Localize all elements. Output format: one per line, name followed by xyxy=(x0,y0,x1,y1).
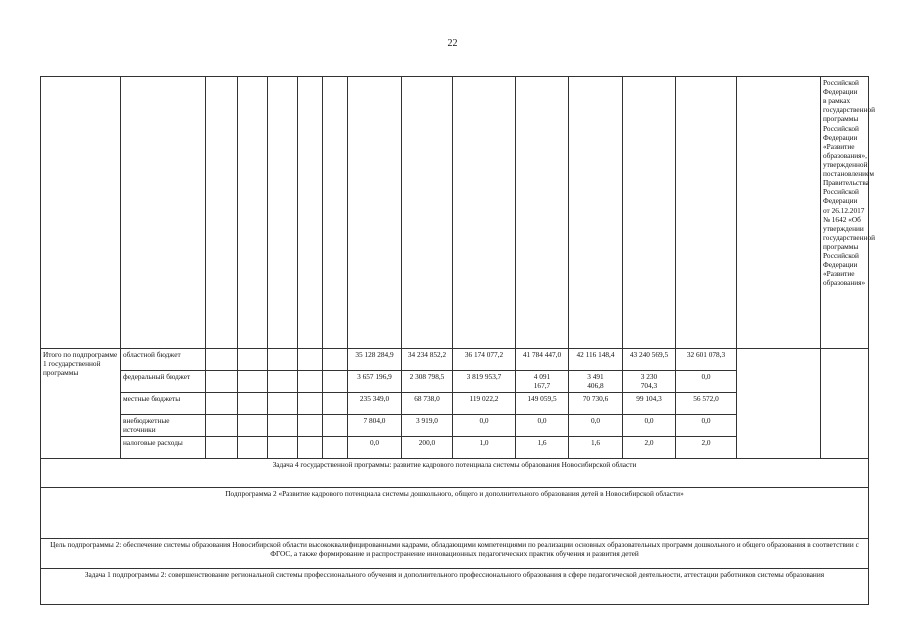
value-cell: 1,0 xyxy=(453,437,516,459)
cell xyxy=(206,393,238,415)
cell xyxy=(737,77,821,349)
goal2-row xyxy=(41,539,869,569)
cell xyxy=(268,77,298,349)
continuation-row xyxy=(41,77,869,349)
program-table xyxy=(40,76,876,605)
value-cell: 3 819 953,7 xyxy=(453,371,516,393)
value-cell: 0,0 xyxy=(676,371,737,393)
subprogram2-row xyxy=(41,488,869,539)
cell xyxy=(206,437,238,459)
value-cell: 0,0 xyxy=(623,415,676,437)
cell xyxy=(348,77,402,349)
cell xyxy=(516,77,569,349)
cell xyxy=(623,77,676,349)
summary-label: Итого по подпрограмме 1 государственной программы xyxy=(41,349,121,459)
value-cell: 70 730,6 xyxy=(569,393,623,415)
value-cell: 3 230 704,3 xyxy=(623,371,676,393)
value-cell: 3 657 196,9 xyxy=(348,371,402,393)
value-cell: 200,0 xyxy=(402,437,453,459)
cell xyxy=(323,77,348,349)
value-cell: 2,0 xyxy=(623,437,676,459)
cell xyxy=(323,349,348,371)
value-cell: 32 601 078,3 xyxy=(676,349,737,371)
cell xyxy=(238,437,268,459)
value-cell: 34 234 852,2 xyxy=(402,349,453,371)
cell xyxy=(821,349,869,459)
value-cell: 42 116 148,4 xyxy=(569,349,623,371)
cell xyxy=(323,393,348,415)
value-cell: 3 491 406,8 xyxy=(569,371,623,393)
value-cell: 4 091 167,7 xyxy=(516,371,569,393)
cell xyxy=(453,77,516,349)
value-cell: 99 104,3 xyxy=(623,393,676,415)
cell xyxy=(298,393,323,415)
cell xyxy=(268,393,298,415)
cell xyxy=(238,77,268,349)
cell xyxy=(121,77,206,349)
cell xyxy=(268,415,298,437)
cell xyxy=(206,349,238,371)
value-cell: 0,0 xyxy=(676,415,737,437)
value-cell: 43 240 569,5 xyxy=(623,349,676,371)
cell xyxy=(569,77,623,349)
value-cell: 56 572,0 xyxy=(676,393,737,415)
value-cell: 7 804,0 xyxy=(348,415,402,437)
page-number: 22 xyxy=(447,38,458,49)
value-cell: 149 059,5 xyxy=(516,393,569,415)
value-cell: 41 784 447,0 xyxy=(516,349,569,371)
cell xyxy=(238,415,268,437)
cell xyxy=(298,415,323,437)
task1-sub2-text: Задача 1 подпрограммы 2: совершенствование региональной системы профессионального обучения и дополнительного профессионального образования в сфере педагогической деятельности, аттестации работников системы образования xyxy=(41,569,869,605)
cell xyxy=(268,349,298,371)
value-cell: 235 349,0 xyxy=(348,393,402,415)
cell xyxy=(298,349,323,371)
value-cell: 35 128 284,9 xyxy=(348,349,402,371)
value-cell: 0,0 xyxy=(453,415,516,437)
value-cell: 36 174 077,2 xyxy=(453,349,516,371)
cell xyxy=(238,371,268,393)
cell xyxy=(323,371,348,393)
cell xyxy=(298,371,323,393)
cell xyxy=(323,437,348,459)
cell xyxy=(41,77,121,349)
cell xyxy=(206,77,238,349)
cell xyxy=(402,77,453,349)
cell xyxy=(737,349,821,459)
cell xyxy=(206,415,238,437)
cell xyxy=(298,77,323,349)
note-text: Российской Федерации в рамках государственной программы Российской Федерации «Развитие образования», утвержденной постановлением Правительства Российской Федерации от 26.12.2017 № 1642 «Об утверждении государственной программы Российской Федерации «Развитие образования» xyxy=(821,77,869,349)
goal2-text: Цель подпрограммы 2: обеспечение системы образования Новосибирской области высококвалифицированными кадрами, обладающими компетенциями по реализации основных образовательных программ дошкольного и общего образования в соответствии с ФГОС, а также формирование и распространение инновационных педагогических практик обучения и развития детей xyxy=(41,539,869,569)
cell xyxy=(206,371,238,393)
value-cell: 3 919,0 xyxy=(402,415,453,437)
value-cell: 0,0 xyxy=(569,415,623,437)
subprogram2-heading: Подпрограмма 2 «Развитие кадрового потенциала системы дошкольного, общего и дополнительного образования детей в Новосибирской области» xyxy=(41,488,869,539)
value-cell: 2,0 xyxy=(676,437,737,459)
cell xyxy=(238,349,268,371)
value-cell: 119 022,2 xyxy=(453,393,516,415)
source-label: местные бюджеты xyxy=(121,393,206,415)
value-cell: 0,0 xyxy=(348,437,402,459)
task4-heading: Задача 4 государственной программы: развитие кадрового потенциала системы образования Новосибирской области xyxy=(41,459,869,488)
cell xyxy=(268,437,298,459)
cell xyxy=(676,77,737,349)
task4-row xyxy=(41,459,869,488)
task1-sub2-row xyxy=(41,569,869,605)
source-label: федеральный бюджет xyxy=(121,371,206,393)
source-label: налоговые расходы xyxy=(121,437,206,459)
cell xyxy=(323,415,348,437)
cell xyxy=(238,393,268,415)
summary-row-regional xyxy=(41,349,869,371)
value-cell: 1,6 xyxy=(516,437,569,459)
value-cell: 2 308 798,5 xyxy=(402,371,453,393)
cell xyxy=(268,371,298,393)
source-label: областной бюджет xyxy=(121,349,206,371)
value-cell: 68 738,0 xyxy=(402,393,453,415)
value-cell: 1,6 xyxy=(569,437,623,459)
value-cell: 0,0 xyxy=(516,415,569,437)
source-label: внебюджетные источники xyxy=(121,415,206,437)
cell xyxy=(298,437,323,459)
